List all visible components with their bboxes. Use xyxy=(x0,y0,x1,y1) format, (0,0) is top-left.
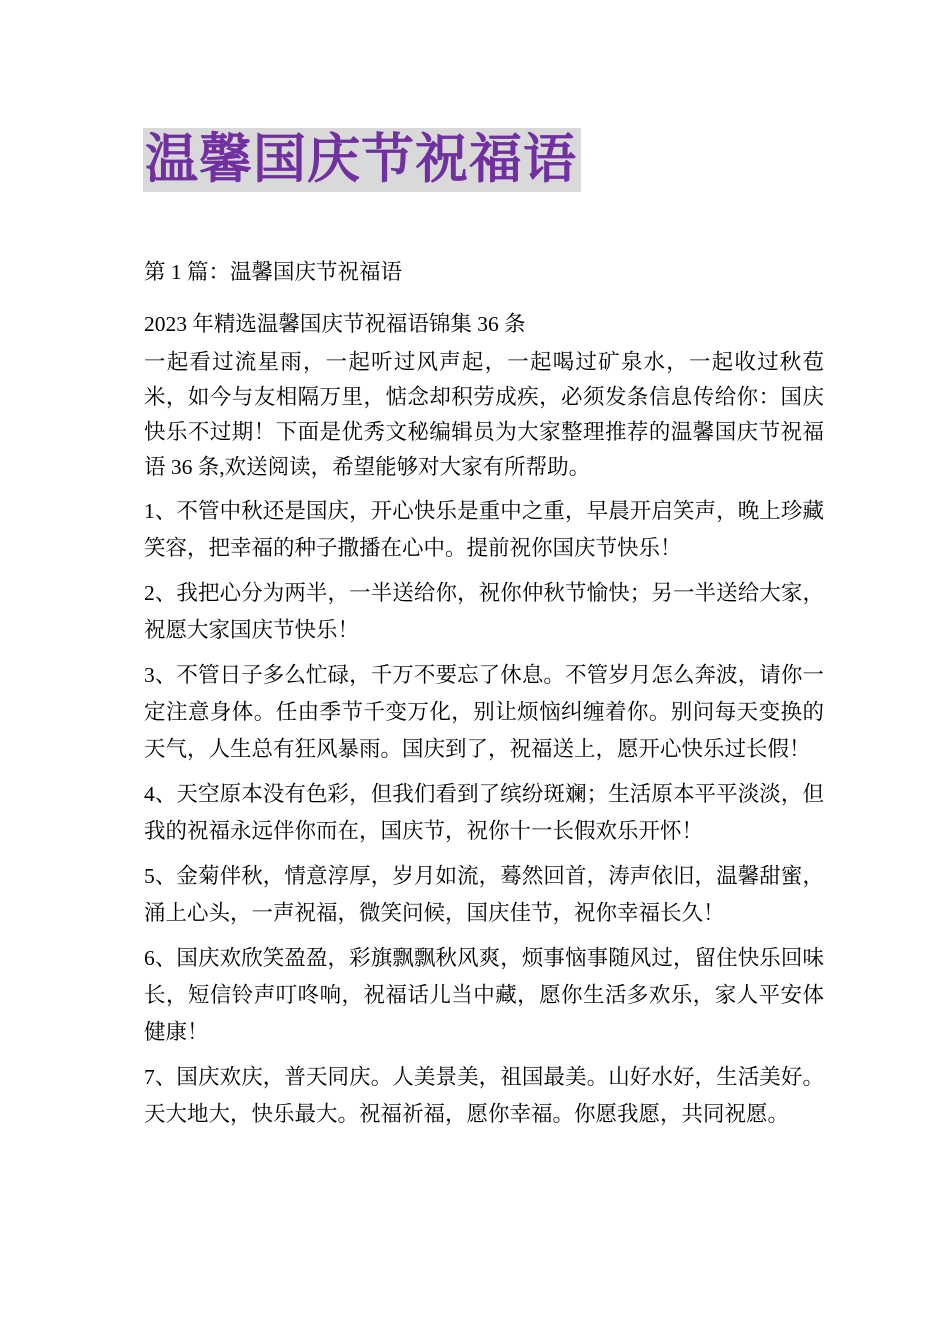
section-heading: 第 1 篇：温馨国庆节祝福语 xyxy=(144,260,403,284)
content-area xyxy=(144,345,824,1141)
blessing-item-3: 3、不管日子多么忙碌，千万不要忘了休息。不管岁月怎么奔波，请你一定注意身体。任由季节千变万化，别让烦恼纠缠着你。别问每天变换的天气，人生总有狂风暴雨。国庆到了，祝福送上，愿开心快乐过长假！ xyxy=(144,663,824,761)
document-title: 温馨国庆节祝福语 xyxy=(143,128,581,192)
blessing-item-6: 6、国庆欢欣笑盈盈，彩旗飘飘秋风爽，烦事恼事随风过，留住快乐回味长，短信铃声叮咚响，祝福话儿当中藏，愿你生活多欢乐，家人平安体健康！ xyxy=(144,946,824,1044)
blessing-item-4: 4、天空原本没有色彩，但我们看到了缤纷斑斓；生活原本平平淡淡，但我的祝福永远伴你而在，国庆节，祝你十一长假欢乐开怀！ xyxy=(144,782,824,843)
blessing-item-7: 7、国庆欢庆，普天同庆。人美景美，祖国最美。山好水好，生活美好。天大地大，快乐最大。祝福祈福，愿你幸福。你愿我愿，共同祝愿。 xyxy=(144,1065,824,1126)
intro-paragraph: 一起看过流星雨，一起听过风声起，一起喝过矿泉水，一起收过秋苞米，如今与友相隔万里，惦念却积劳成疾，必须发条信息传给你：国庆快乐不过期！下面是优秀文秘编辑员为大家整理推荐的温馨国庆节祝福语 36 条,欢送阅读，希望能够对大家有所帮助。 xyxy=(144,350,824,479)
lead-line: 2023 年精选温馨国庆节祝福语锦集 36 条 xyxy=(144,312,526,336)
blessing-item-1: 1、不管中秋还是国庆，开心快乐是重中之重，早晨开启笑声，晚上珍藏笑容，把幸福的种子撒播在心中。提前祝你国庆节快乐！ xyxy=(144,499,824,560)
blessing-item-5: 5、金菊伴秋，情意淳厚，岁月如流，蓦然回首，涛声依旧，温馨甜蜜，涌上心头，一声祝福，微笑问候，国庆佳节，祝你幸福长久！ xyxy=(144,864,824,925)
blessing-item-2: 2、我把心分为两半，一半送给你，祝你仲秋节愉快；另一半送给大家，祝愿大家国庆节快乐！ xyxy=(144,581,824,642)
